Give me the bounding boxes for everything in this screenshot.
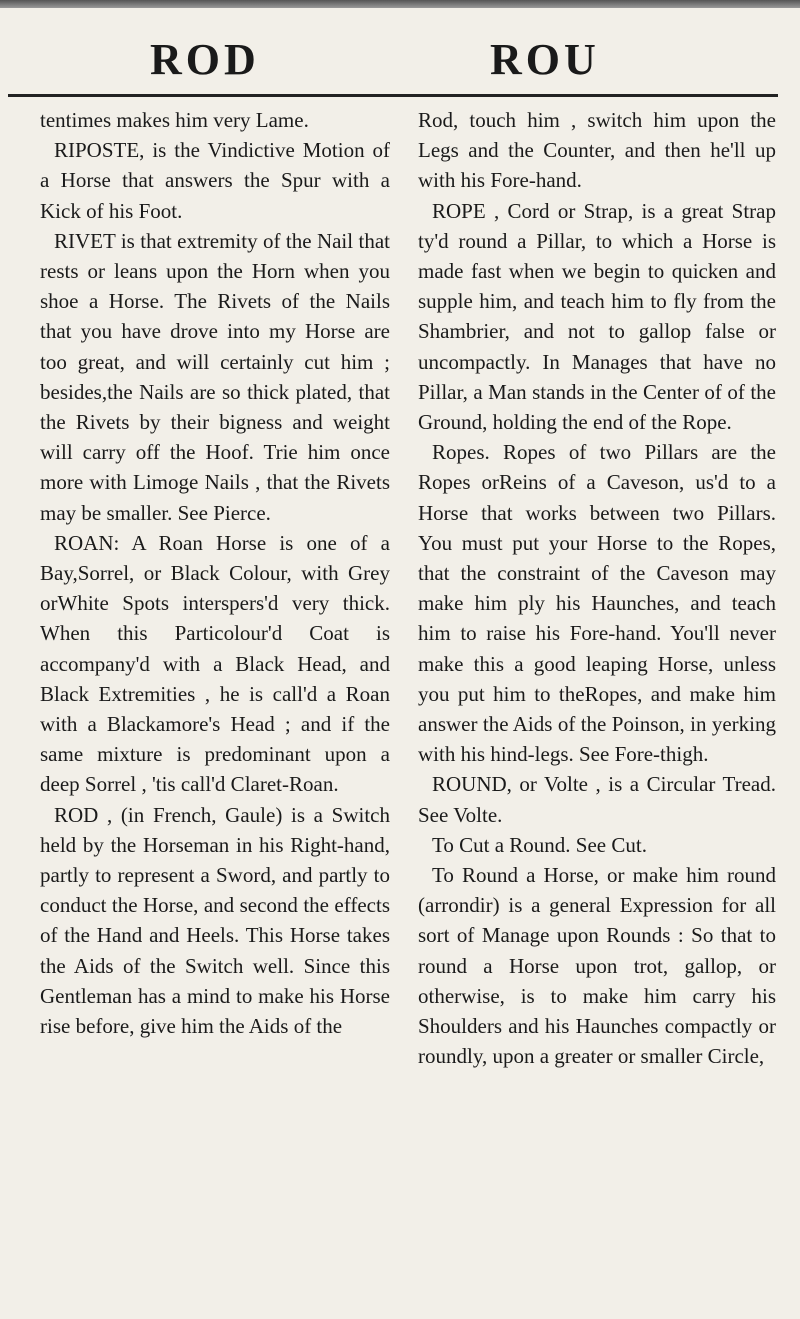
header-right-word: ROU — [490, 35, 600, 84]
paragraph: RIPOSTE, is the Vindictive Motion of a Horse that answers the Spur with a Kick of his Foot. — [40, 138, 390, 223]
paragraph: ROAN: A Roan Horse is one of a Bay,Sorrel, or Black Colour, with Grey orWhite Spots interspers'd very thick. When this Particolour'd Coat is accompany'd with a Black Head, and Black Extremities , he is call'd a Roan with a Blackamore's Head ; and if the same mixture is predominant upon a deep Sorrel , 'tis call'd Claret-Roan. — [40, 530, 390, 797]
paragraph: RIVET is that extremity of the Nail that rests or leans upon the Horn when you shoe a Horse. The Rivets of the Nails that you have drove into my Horse are too great, and will certainly cut him ; besides,the Nails are so thick plated, that the Rivets by their bigness and weight will carry off the Hoof. Trie him once more with Limoge Nails , that the Rivets may be smaller. See Pierce. — [40, 228, 390, 525]
paragraph: tentimes makes him very Lame. — [40, 108, 309, 132]
paragraph: To Round a Horse, or make him round (arrondir) is a general Expression for all sort of Manage upon Rounds : So that to round a Horse upon trot, gallop, or otherwise, is to make him carry his Shoulders and his Haunches compactly or roundly, upon a greater or smaller Circle, — [418, 863, 776, 1069]
running-header — [0, 34, 800, 94]
paragraph: ROUND, or Volte , is a Circular Tread. See Volte. — [418, 772, 776, 827]
top-edge — [0, 0, 800, 8]
right-column — [418, 105, 776, 1072]
paragraph: Rod, touch him , switch him upon the Legs and the Counter, and then he'll up with his Fore-hand. — [418, 108, 776, 193]
paragraph: ROPE , Cord or Strap, is a great Strap ty'd round a Pillar, to which a Horse is made fast when we begin to quicken and supple him, and teach him to fly from the Shambrier, and not to gallop false or uncompactly. In Manages that have no Pillar, a Man stands in the Center of of the Ground, holding the end of the Rope. — [418, 198, 776, 435]
header-rule — [8, 94, 778, 97]
header-left-word: ROD — [150, 35, 260, 84]
paragraph: To Cut a Round. See Cut. — [432, 832, 647, 857]
paragraph: Ropes. Ropes of two Pillars are the Ropes orReins of a Caveson, us'd to a Horse that works between two Pillars. You must put your Horse to the Ropes, that the constraint of the Caveson may make him ply his Haunches, and teach him to raise his Fore-hand. You'll never make this a good leaping Horse, unless you put him to theRopes, and make him answer the Aids of the Poinson, in yerking with his hind-legs. See Fore-thigh. — [418, 440, 776, 767]
paragraph: ROD , (in French, Gaule) is a Switch held by the Horseman in his Right-hand, partly to represent a Sword, and partly to conduct the Horse, and second the effects of the Hand and Heels. This Horse takes the Aids of the Switch well. Since this Gentleman has a mind to make his Horse rise before, give him the Aids of the — [40, 802, 390, 1039]
left-column — [40, 105, 390, 1041]
